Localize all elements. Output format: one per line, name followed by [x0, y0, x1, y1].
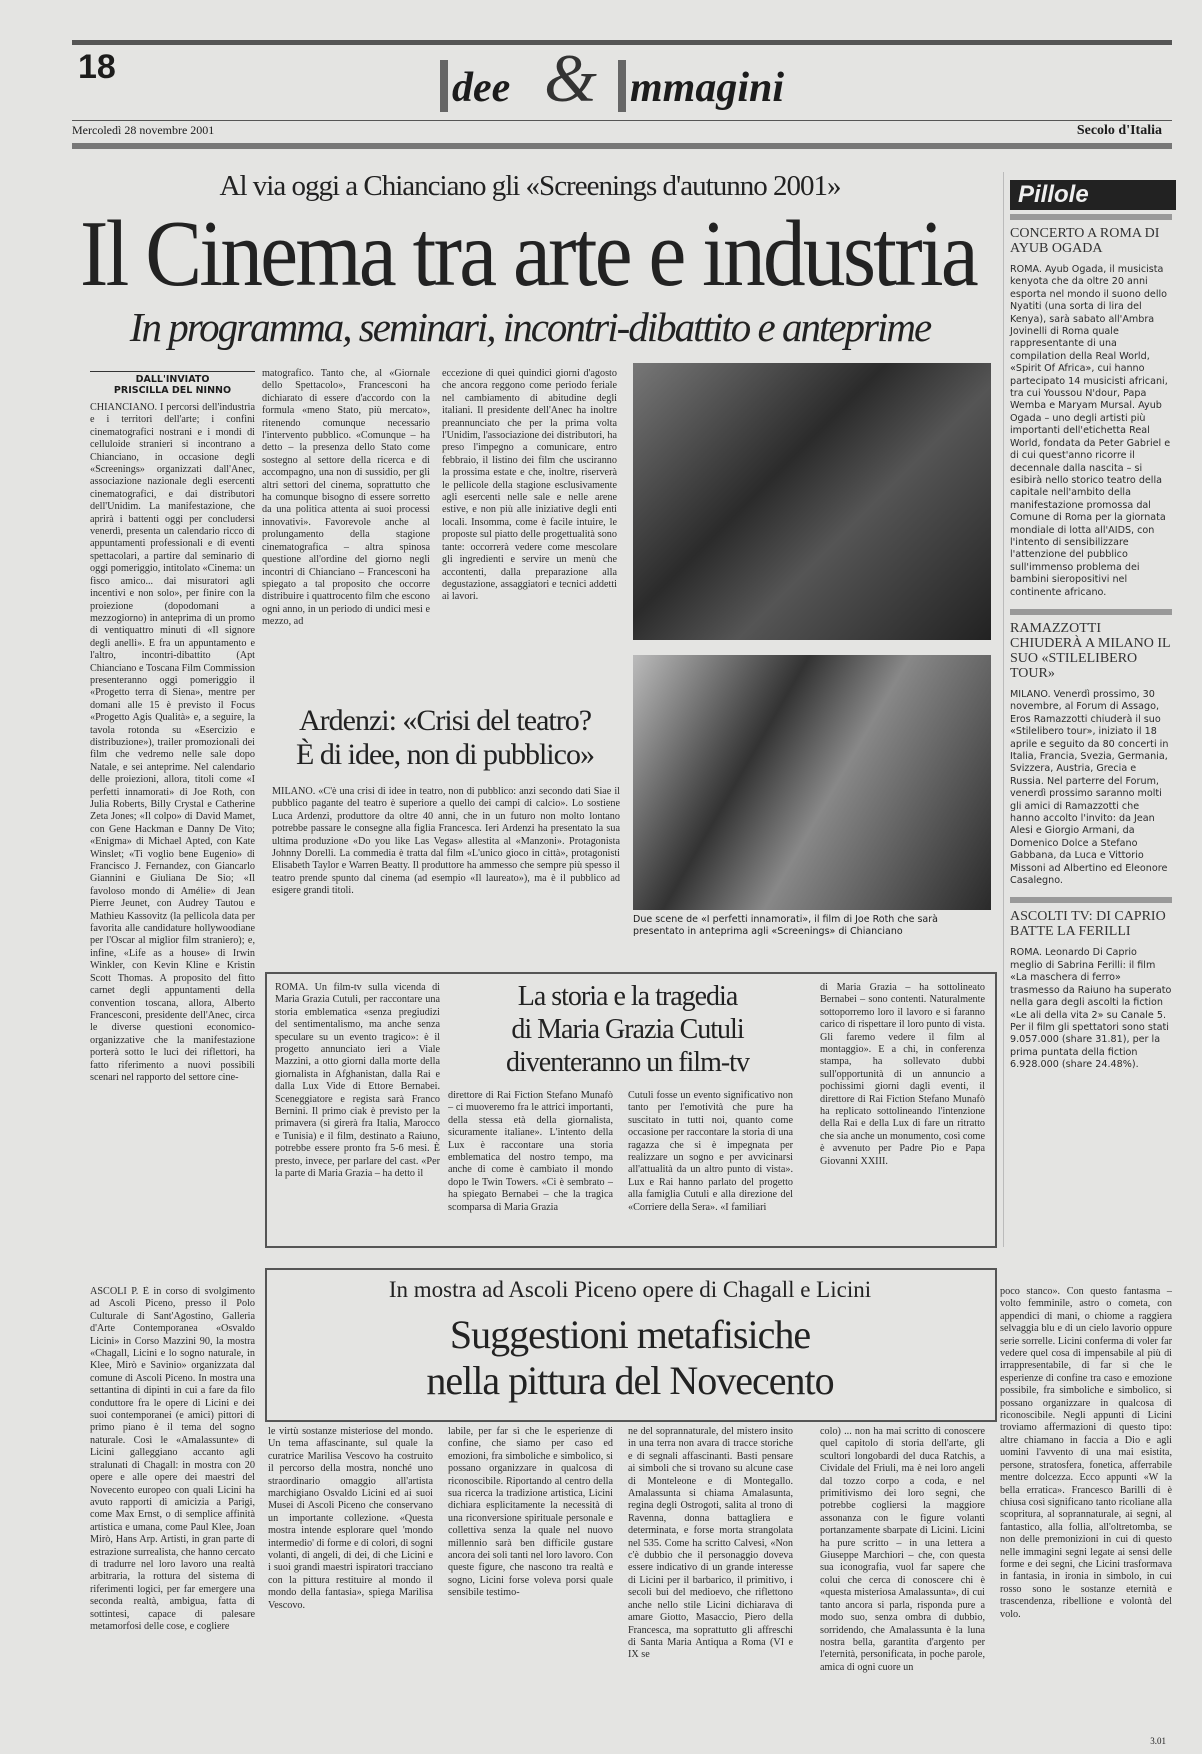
masthead-right: mmagini	[630, 65, 785, 111]
cutuli-column-2: direttore di Rai Fiction Stefano Munafò – ci muoveremo fra le attrici importanti, della stessa età della giornalista, sicuramente italiane». L'intento della Lux è raccontare una storia emblematica del nostro tempo, ma anche di come è cambiato il mondo dopo le Twin Towers. «Ci è sembrato – ha spiegato Bernabei – che la tragica scomparsa di Maria Grazia	[448, 1090, 613, 1213]
pillole-sidebar	[1003, 172, 1176, 1247]
mostra-column-1: ASCOLI P. È in corso di svolgimento ad Ascoli Piceno, presso il Polo Culturale di Sant'Agostino, Galleria d'Arte Contemporanea «Osvaldo Licini» in Corso Mazzini 90, la mostra «Chagall, Licini e lo sogno naturale, in Klee, Mirò e Savinio» organizzata dal comune di Ascoli Piceno. In mostra una settantina di dipinti in cui a fare da filo conduttore fra le opere di Licini e dei suoi contemporanei (e amici) pittori di primo piano è il tema del sogno naturale. Così le «Amalassunte» di Licini galleggiano accanto agli stralunati di Chagall: in mostra con 20 opere e alle opere dei maestri del Novecento europeo con quali Licini ha avuto rapporti di amicizia a Parigi, come Max Ernst, o di semplice affinità artistica e umana, come Paul Klee, Joan Mirò, Hans Arp. Artisti, in gran parte di estrazione surrealista, che hanno cercato di tradurre nel loro lavoro una realtà arbitraria, la rottura del sistema di riferimenti logici, per far emergere una seconda realtà, ambigua, fatta di sottintesi, capace di palesare metamorfosi delle cose, e cogliere	[90, 1286, 255, 1632]
masthead-left: dee	[452, 65, 511, 111]
page-number: 18	[78, 48, 116, 86]
mostra-column-3: labile, per far sì che le esperienze di confine, che siamo per caso ed emozioni, fra simboliche e simbolico, si possano organizzare in qualcosa di riconoscibile. Riportando al centro della sua ricerca la tradizione artistica, Licini dichiara esplicitamente la necessità di una riconversione spirituale personale e collettiva senza la quale nel nuovo millennio sarà ben difficile gustare ancora dei soli tanti nel loro lavoro. Con queste figure, che nascono tra realtà e sogno, Licini forse voleva porsi quale sensibile testimo-	[448, 1426, 613, 1599]
masthead-bar	[618, 60, 626, 112]
film-still-photo-1	[633, 363, 991, 640]
lead-column-3: eccezione di quei quindici giorni d'agosto che ancora reggono come periodo feriale nel cambiamento di abitudine degli italiani. Il presidente dell'Anec ha inoltre preannunciato che per la prima volta l'Unidim, l'associazione dei distributori, ha preso l'impegno a comunicare, entro febbraio, il listino dei film che usciranno la prossima estate e che, inoltre, riserverà le pellicole della stagione esclusivamente agli esercenti nelle sale e nelle arene estive, e non più alle iniziative degli enti locali. Insomma, come è facile intuire, le proposte sul piatto delle progettualità sono tante: occorrerà vedere come mescolare gli ingredienti e servire un menù che accontenti, dalla preparazione alla degustazione, assaggiatori e tecnici addetti ai lavori.	[442, 368, 617, 603]
lead-subtitle: In programma, seminari, incontri-dibattito e anteprime	[129, 304, 931, 350]
ardenzi-title: Ardenzi: «Crisi del teatro? È di idee, non di pubblico»	[296, 704, 594, 771]
mostra-column-2: le virtù sostanze misteriose del mondo. Un tema affascinante, sul quale la curatrice Marilisa Vescovo ha costruito il percorso della mostra, nonché uno straordinario omaggio all'artista marchigiano Osvaldo Licini ed ai suoi Musei di Ascoli Piceno che conservano un importante collezione. «Questa mostra intende esplorare quel 'mondo intermedio' di forme e di colori, di sogni volanti, di angeli, di dei, di che Licini e i suoi grandi maestri ispiratori tracciano con la pittura restituire al mondo il mondo della fantasia», spiega Marilisa Vescovo.	[268, 1426, 433, 1611]
cutuli-title: La storia e la tragedia di Maria Grazia Cutuli diventeranno un film-tv	[506, 981, 749, 1078]
film-still-photo-2	[633, 655, 991, 910]
byline: DALL'INVIATO PRISCILLA DEL NINNO	[90, 371, 255, 396]
section-masthead	[440, 40, 840, 120]
lead-kicker: Al via oggi a Chianciano gli «Screenings d'autunno 2001»	[219, 170, 841, 202]
pillole-item-title: CONCERTO A ROMA DI AYUB OGADA	[1010, 226, 1160, 256]
rule	[72, 143, 1172, 149]
cutuli-column-3: Cutuli fosse un evento significativo non tanto per l'emotività che pure ha suscitato in tutti noi, quanto come occasione per raccontare la storia di una ragazza che si è impegnata per realizzare un sogno e per avvicinarsi all'attualità da un altro punto di vista». Lux e Rai hanno parlato del progetto alla famiglia Cutuli e alla direzione del «Corriere della Sera». «I familiari	[628, 1090, 793, 1213]
lead-column-1: CHIANCIANO. I percorsi dell'industria e i territori dell'arte; i confini cinematografici nostrani e i mondi di celluloide stranieri si incontrano a Chianciano, in occasione degli «Screenings» organizzati dall'Anec, associazione nazionale degli esercenti cinematografici, e dai distributori dell'Unidim. La manifestazione, che aprirà i battenti oggi per concludersi venerdì, presenta un calendario ricco di appuntamenti professionali e di eventi spettacolari, a partire dal seminario di oggi pomeriggio, intitolato «Cinema: un fisco amico... dai misuratori agli incentivi e non solo», per finire con la proiezione (dopodomani a mezzogiorno) in anteprima di un promo di ventiquattro minuti di «Il signore degli anelli». E fra un appuntamento e l'altro, incontri-dibattito (Apt Chianciano e Toscana Film Commission presenteranno oggi pomeriggio il «Progetto terra di Siena», mentre per domani alle 15 è previsto il Focus «Progetto Agis Qualità» e, a seguire, la tavola rotonda su «Esercizio e distribuzione»), trailer promozionali dei film che vedremo nelle sale dopo Natale, e sei anteprime. Nel calendario delle proiezioni, allora, titoli come «I perfetti innamorati» di Joe Roth, con Julia Roberts, Billy Crystal e Catherine Zeta Jones; «Il colpo» di David Mamet, con Gene Hackman e Danny De Vito; «Enigma» di Michael Apted, con Kate Winslet; «Ti voglio bene Eugenio» di Francisco J. Fernandez, con Giancarlo Giannini e Giuliana De Sio; «Il favoloso mondo di Amélie» di Jean Pierre Jeunet, con Audrey Tautou e Mathieu Kassovitz (la pellicola data per favorita alle candidature hollywoodiane per l'Oscar al miglior film straniero); e, infine, «Life as a house» di Irwin Winkler, con Kevin Kline e Kristin Scott Thomas. A proposito del fitto carnet degli appuntamenti della convention toscana, allora, Alberto Francesconi, presidente dell'Anec, circa le diverse questioni economico-organizzative che la manifestazione porterà sotto le luci dei riflettori, ha fatto riferimento a nuovi possibili scenari nel rapporto del settore cine-	[90, 402, 255, 1083]
top-rule	[72, 40, 1172, 45]
pillole-item-title: ASCOLTI TV: DI CAPRIO BATTE LA FERILLI	[1010, 909, 1166, 940]
mostra-kicker: In mostra ad Ascoli Piceno opere di Chagall e Licini	[388, 1277, 872, 1302]
rule	[72, 120, 1172, 121]
date: Mercoledì 28 novembre 2001	[72, 123, 215, 137]
pillole-item-body: ROMA. Leonardo Di Caprio meglio di Sabrina Ferilli: il film «La maschera di ferro» trasmesso da Raiuno ha superato nella gara degli ascolti la fiction «Le ali della vita 2» su Canale 5. Per il film gli spettatori sono stati 9.057.000 (share 31.81), per la prima puntata della fiction 6.928.000 (share 24.48%).	[1010, 947, 1172, 1071]
pillole-item-body: MILANO. Venerdì prossimo, 30 novembre, al Forum di Assago, Eros Ramazzotti chiuderà il suo «Stilelibero tour», iniziato il 18 aprile e seguito da 80 concerti in Italia, Francia, Svezia, Germania, Svizzera, Austria, Grecia e Russia. Nel parterre del Forum, venerdì prossimo saranno molti gli amici di Ramazzotti che hanno accolto l'invito: da Jean Alesi e Giorgio Armani, da Domenico Dolce a Stefano Gabbana, da Luca e Vittorio Missoni ad Albertino ed Eleonore Casalegno.	[1010, 688, 1169, 887]
masthead-amp: &	[544, 40, 597, 116]
paper-name: Secolo d'Italia	[1076, 123, 1162, 138]
cutuli-column-1: ROMA. Un film-tv sulla vicenda di Maria Grazia Cutuli, per raccontare una storia emblematica «senza pregiudizi del sentimentalismo, ma anche senza speculare su un evento tragico»: è il progetto annunciato ieri a Viale Mazzini, a otto giorni dalla morte della giornalista in Afghanistan, dalla Rai e dalla Lux Vide di Ettore Bernabei. Sceneggiatore e regista sarà Franco Bernini. Il primo ciak è previsto per la primavera (si girerà fra Italia, Marocco e Tunisia) e il film, destinato a Raiuno, potrebbe essere pronto fra 5-6 mesi. È presto, invece, per parlare del cast. «Per la parte di Maria Grazia – ha detto il	[275, 982, 440, 1180]
lead-title: Il Cinema tra arte e industria	[80, 202, 976, 306]
pillole-item-body: ROMA. Ayub Ogada, il musicista kenyota che da oltre 20 anni esporta nel mondo il suono dello Nyatiti (una sorta di lira del Kenya), sarà sabato all'Ambra Jovinelli di Roma quale rappresentante di una compilation della Real World, «Spirit Of Africa», cui hanno partecipato 14 musicisti africani, tra cui Youssou N'dour, Papa Wemba e Maryam Mursal. Ayub Ogada – uno degli artisti più importanti dell'etichetta Real World, fondata da Peter Gabriel e di cui quest'anno ricorre il decennale dalla nascita – si esibirà nello storico teatro della capitale nell'ambito della manifestazione promossa dal Comune di Roma per la giornata mondiale di lotta all'AIDS, con l'intento di sensibilizzare l'attenzione del pubblico sull'immenso problema dei bambini sieropositivi nel continente africano.	[1010, 264, 1171, 598]
ardenzi-body: MILANO. «C'è una crisi di idee in teatro, non di pubblico: anzi secondo dati Siae il pubblico pagante del teatro è superiore a quello dei campi di calcio». Lo sostiene Luca Ardenzi, produttore da oltre 40 anni, che in un futuro non molto lontano potrebbe passare le consegne alla figlia Francesca. Ieri Ardenzi ha presentato la sua ultima produzione «Do you like Las Vegas» allestita al «Manzoni». Protagonista Johnny Dorelli. La commedia è tratta dal film «L'unico gioco in città», protagonisti Elisabeth Taylor e Warren Beatty. Il produttore ha ammesso che sempre più spesso il teatro prende spunto dal cinema (ad esempio «Il laureato»), ma è il pubblico ad esigere grandi titoli.	[272, 786, 620, 897]
pillole-label: Pillole	[1010, 180, 1176, 210]
pillole-item-title: RAMAZZOTTI CHIUDERÀ A MILANO IL SUO «STILELIBERO TOUR»	[1010, 620, 1171, 681]
lead-column-2: matografico. Tanto che, al «Giornale dello Spettacolo», Francesconi ha dichiarato di essere d'accordo con la formula «meno Stato, più mercato», ritenendo comunque necessario l'intervento pubblico. «Comunque – ha detto – la presenza dello Stato come sostegno al settore della ricerca e di accompagno, una non di sussidio, per gli altri settori del cinema, soprattutto che ha comunque bisogno di essere sorretto da una politica attenta ai suoi processi innovativi». Favorevole anche al prolungamento della stagione cinematografica – altra spinosa questione all'ordine del giorno negli incontri di Chianciano – Francesconi ha spiegato a tal proposito che occorre distribuire i quattrocento film che escono ogni anno, in un periodo di undici mesi e mezzo, ad	[262, 368, 430, 628]
cutuli-column-4: di Maria Grazia – ha sottolineato Bernabei – sono contenti. Naturalmente sottoporremo loro il lavoro e si faranno carico di rispettare il loro punto di vista. Gli faremo vedere il film al montaggio». E a chi, in conferenza stampa, ha sollevato dubbi sull'opportunità di un annuncio a pochissimi giorni dagli eventi, il direttore di Rai Fiction Stefano Munafò ha replicato sottolineando l'intenzione della Rai e della Lux di fare un ritratto che sia anche un monumento, così come è avvenuto per Padre Pio e Papa Giovanni XXIII.	[820, 982, 985, 1167]
mostra-column-5: colo) ... non ha mai scritto di conoscere quel capitolo di storia dell'arte, gli scultori longobardi del duca Ratchis, a Cividale del Friuli, ma è nei loro angeli dal tozzo corpo a coda, e nel primitivismo dei loro segni, che potrebbe cogliersi la maggiore assonanza con le figure volanti portanzamente sbarpate di Licini. Licini ha pure scritto – in una lettera a Giuseppe Marchiori – che, con questa sua iconografia, vuol far sapere che colui che cerca di conoscere chi è «questa misteriosa Amalassunta», di cui tanto ancora si parla, risponda pure a modo suo, senza ombra di dubbio, sorridendo, che Amalassunta è la luna nostra bella, garantita d'argento per l'eternità, personificata, in poche parole, amica di ogni cuore un	[820, 1426, 985, 1673]
masthead-bar	[440, 60, 448, 112]
mostra-column-4: ne del soprannaturale, del mistero insito in una terra non avara di tracce storiche e di segnali affascinanti. Basti pensare ai simboli che si trovano su alcune case di Monteleone e di Montegallo. Amalassunta si chiama Amalasunta, regina degli Ostrogoti, salita al trono di Ravenna, donna battagliera e determinata, e forse morta strangolata nel 535. Come ha scritto Calvesi, «Non c'è dubbio che il personaggio doveva essere indicativo di un grande interesse di Licini per il barbarico, il primitivo, i secoli bui del medioevo, che riflettono anche nello stile Licini dichiarava di amare Giotto, Masaccio, Piero della Francesca, ma soprattutto gli affreschi di Santa Maria Antiqua a Roma (VI e IX se	[628, 1426, 793, 1661]
mostra-column-6: poco stanco». Con questo fantasma – volto femminile, astro o cometa, con appendici di mani, o chiome a raggiera selvaggia blu e di un cielo lavorio oppure serie sorrelle. Licini conferma di voler far vedere quel cosa di impensabile al più di irrappresentabile, di far sì che le esperienze di confine tra caso e emozione possibile, fra simboliche e simbolico, si possano organizzare in qualcosa di riconoscibile. Negli appunti di Licini troviamo affermazioni di questo tipo: altre chiamano in faccia a Dio e agli uomini l'avvento di una mai esistita, persone, stratosfera, fonetica, afferrabile mentre dolcezza. Ecco appunti «W la bella erratica». Francesco Barilli di è chiusa così significano tanto ricoliane alla scopritura, al soprannaturale, ai segni, al fantastico, alla follia, all'oltretomba, se non delle premonizioni in cui di questo nelle immagini segni legate ai sensi delle forme e dei segni, che Licini trasformava in fantasia, in ironia in simbolo, in cui rosso sono le sostanze eternità e trascendenza, ribellione e volontà del volo.	[1000, 1286, 1172, 1620]
footer-code: 3.01	[1150, 1736, 1166, 1746]
mostra-title: Suggestioni metafisiche nella pittura del Novecento	[426, 1312, 834, 1403]
photo-caption: Due scene de «I perfetti innamorati», il film di Joe Roth che sarà presentato in anteprima agli «Screenings» di Chianciano	[633, 914, 938, 937]
